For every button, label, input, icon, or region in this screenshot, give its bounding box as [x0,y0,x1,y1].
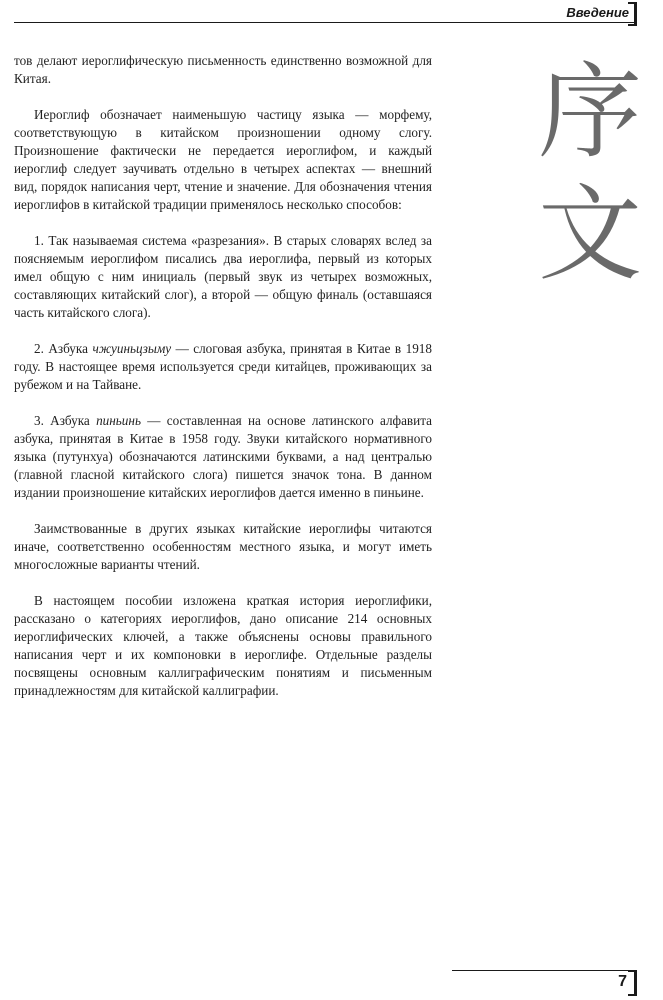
running-header [0,0,663,40]
list-item-3 [14,412,432,502]
body-text [14,52,432,718]
header-bracket [628,2,637,26]
paragraph-hieroglyph-definition: Иероглиф обозначает наименьшую частицу языка — морфему, соответствующую в китайском произношении одному слогу. Произношение фактически не передается иероглифом, и каждый иероглиф следует заучивать отдельно в четырех аспектах — внешний вид, порядок написания черт, чтение и значение. Для обозначения чтения иероглифов в китайской традиции применялось несколько способов: [14,107,432,212]
list-item-3-after: — составленная на основе латинского алфавита азбука, принятая в Китае в 1958 году. Звуки китайского нормативного языка (путунхуа) обозначаются латинскими буквами, а над централью (главной гласной китайского слога) пишется значок тона. В данном издании произношение китайских иероглифов дается именно в пиньине. [14,413,432,500]
list-item-2-before: 2. Азбука [34,341,93,356]
list-item-1: 1. Так называемая система «разрезания». В старых словарях вслед за поясняемым иероглифом писались два иероглифа, первый из которых имел общую с ним инициаль (первый звук из четырех возможных, составляющих китайский слог), а второй — общую финаль (оставшаяся часть китайского слога). [14,233,432,320]
list-item-2-after: — слоговая азбука, принятая в Китае в 1918 году. В настоящее время используется среди китайцев, проживающих за рубежом и на Тайване. [14,341,432,392]
list-item-3-before: 3. Азбука [34,413,97,428]
footer-bracket [628,970,637,996]
section-title: Введение [560,5,629,20]
decorative-hanzi-xu: 序 [537,51,642,173]
header-rule [14,22,635,23]
list-item-2 [14,340,432,394]
term-zhuyin: чжуиньцзыму [92,341,172,356]
paragraph-manual-contents: В настоящем пособии изложена краткая история иероглифики, рассказано о категориях иероглифов, дано описание 214 основных иероглифических ключей, а также объяснены основы правильного написания черт и их компоновки в иероглифе. Отдельные разделы посвящены основным каллиграфическим понятиям и письменным принадлежностям для китайской каллиграфии. [14,593,432,698]
term-pinyin: пиньинь [96,413,141,428]
decorative-hanzi-wen: 文 [537,173,642,295]
paragraph-continuation: тов делают иероглифическую письменность единственно возможной для Китая. [14,53,432,86]
paragraph-borrowed-readings: Заимствованные в других языках китайские иероглифы читаются иначе, соответственно особенностям местного языка, и могут иметь многосложные варианты чтений. [14,521,432,572]
footer-rule [452,970,635,971]
page-number: 7 [618,973,627,990]
